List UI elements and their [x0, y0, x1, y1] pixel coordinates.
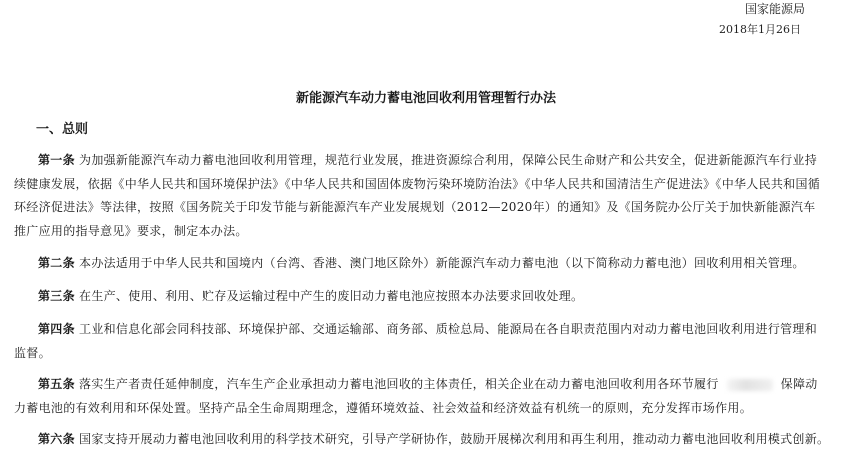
- issue-date: 2018年1月26日: [719, 23, 801, 36]
- article-text: 本办法适用于中华人民共和国境内（台湾、香港、澳门地区除外）新能源汽车动力蓄电池（以下简称动力蓄电池）回收利用相关管理。: [79, 256, 805, 270]
- article-2: [14, 252, 826, 276]
- article-4: [14, 318, 826, 365]
- article-text: 国家支持开展动力蓄电池回收利用的科学技术研究，引导产学研协作，鼓励开展梯次利用和再生利用，推动动力蓄电池回收利用模式创新。: [79, 432, 830, 446]
- section-heading: 一、总则: [36, 122, 89, 137]
- article-label: 第六条: [38, 432, 75, 446]
- article-label: 第二条: [38, 256, 75, 270]
- article-label: 第三条: [38, 289, 75, 303]
- article-5: [14, 373, 826, 420]
- article-3: [14, 285, 826, 309]
- article-text-before: 落实生产者责任延伸制度，汽车生产企业承担动力蓄电池回收的主体责任，相关企业在动力蓄电池回收利用各环节履行: [79, 377, 719, 391]
- article-text: 在生产、使用、利用、贮存及运输过程中产生的废旧动力蓄电池应按照本办法要求回收处理。: [79, 289, 584, 303]
- obscured-text-blur: [727, 379, 773, 391]
- article-label: 第五条: [38, 377, 75, 391]
- issuer-name: 国家能源局: [744, 2, 805, 16]
- article-label: 第四条: [38, 322, 75, 336]
- article-text-after: 保障动力蓄电池的有效利用和环保处置。坚持产品全生命周期理念，遵循环境效益、社会效益和经济效益有机统一的原则，充分发挥市场作用。: [14, 377, 818, 415]
- document-title: 新能源汽车动力蓄电池回收利用管理暂行办法: [295, 91, 556, 106]
- article-6: [14, 428, 830, 452]
- article-1: [14, 149, 826, 243]
- article-text: 工业和信息化部会同科技部、环境保护部、交通运输部、商务部、质检总局、能源局在各自职责范围内对动力蓄电池回收利用进行管理和监督。: [14, 322, 818, 360]
- article-text: 为加强新能源汽车动力蓄电池回收利用管理，规范行业发展，推进资源综合利用，保障公民生命财产和公共安全，促进新能源汽车行业持续健康发展，依据《中华人民共和国环境保护法》《中华人民共和国固体废物污染环境防治法》《中华人民共和国清洁生产促进法》《中华人民共和国循环经济促进法》等法律，按照《国务院关于印发节能与新能源汽车产业发展规划（2012—2020年）的通知》及《国务院办公厅关于加快新能源汽车推广应用的指导意见》要求，制定本办法。: [14, 153, 821, 238]
- article-label: 第一条: [38, 153, 75, 167]
